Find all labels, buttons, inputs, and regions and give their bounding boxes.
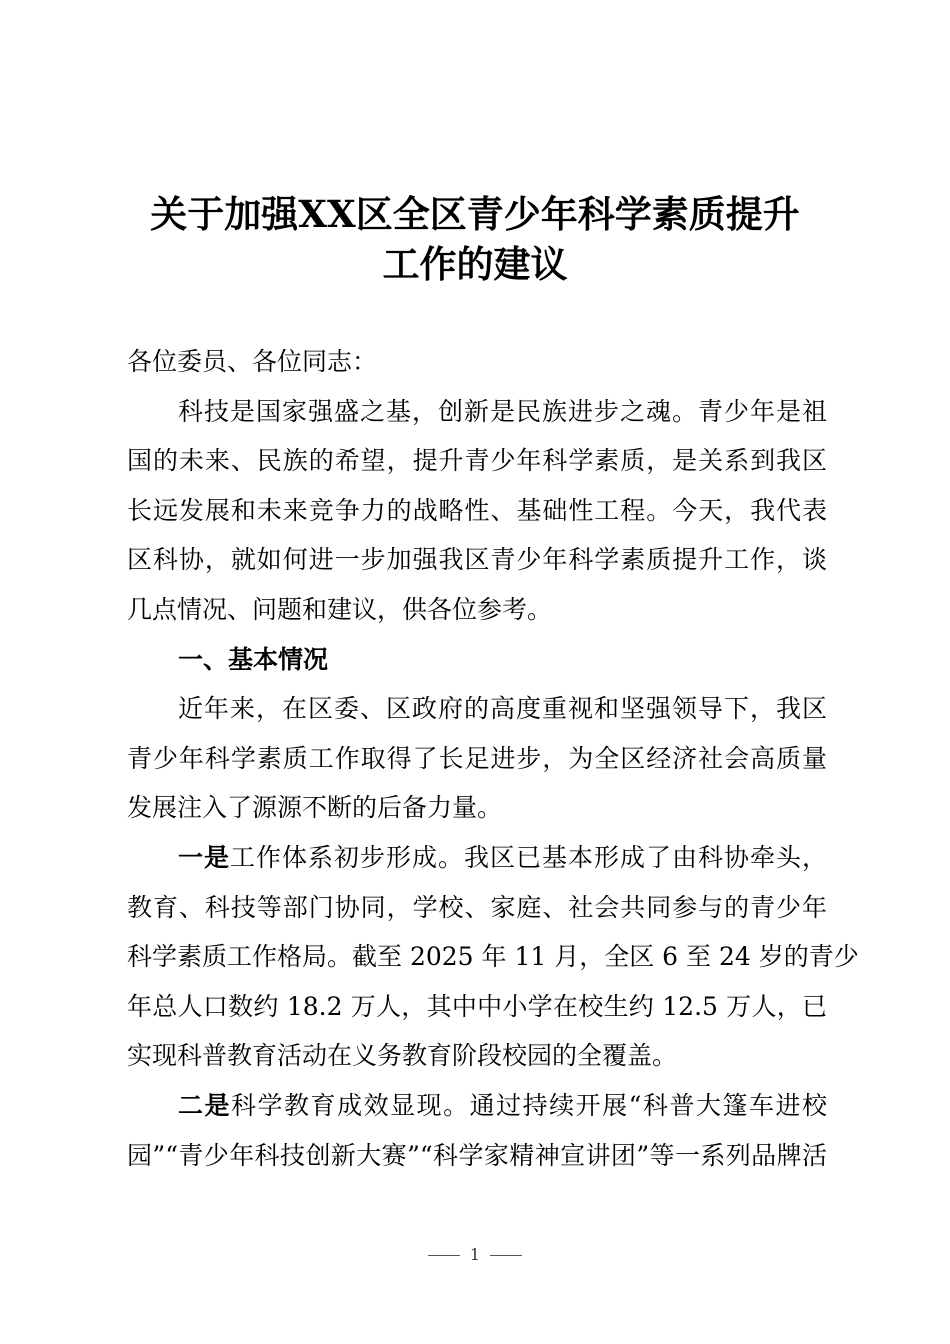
page-number: 1: [469, 1245, 481, 1264]
point-2-first-line: [127, 1081, 827, 1131]
point-1-lead: 一是: [178, 842, 230, 872]
page-footer: [0, 1244, 950, 1266]
point-1-line: 实现科普教育活动在义务教育阶段校园的全覆盖。: [127, 1041, 678, 1071]
point-2-lead: 二是: [178, 1090, 232, 1120]
section-line: 发展注入了源源不断的后备力量。: [127, 793, 503, 823]
document-body: [127, 337, 859, 1180]
intro-line: 科技是国家强盛之基，创新是民族进步之魂。青少年是祖: [178, 396, 827, 426]
section-line: 近年来，在区委、区政府的高度重视和坚强领导下，我区: [178, 694, 827, 724]
intro-line: 长远发展和未来竞争力的战略性、基础性工程。今天，我代表: [127, 495, 827, 525]
intro-line: 几点情况、问题和建议，供各位参考。: [127, 594, 553, 624]
point-1-line: 教育、科技等部门协同，学校、家庭、社会共同参与的青少年: [127, 892, 827, 922]
point-2-line: 园”“青少年科技创新大赛”“科学家精神宣讲团”等一系列品牌活: [127, 1140, 827, 1170]
intro-line: 国的未来、民族的希望，提升青少年科学素质，是关系到我区: [127, 446, 827, 476]
point-2-text: 科学教育成效显现。通过持续开展“科普大篷车进校: [231, 1090, 827, 1120]
section-heading: 一、基本情况: [178, 644, 329, 674]
section-line: 青少年科学素质工作取得了长足进步，为全区经济社会高质量: [127, 743, 827, 773]
point-1-first-line: [127, 833, 827, 883]
salutation: 各位委员、各位同志：: [127, 347, 378, 376]
point-1-text: 工作体系初步形成。我区已基本形成了由科协牵头，: [230, 842, 827, 872]
intro-line: 区科协，就如何进一步加强我区青少年科学素质提升工作，谈: [127, 545, 827, 575]
footer-dash-left: [428, 1255, 460, 1256]
point-1-line: 年总人口数约 18.2 万人，其中中小学在校生约 12.5 万人，已: [127, 991, 827, 1021]
footer-dash-right: [490, 1255, 522, 1256]
document-title-line-2: 工作的建议: [382, 242, 568, 286]
point-1-line: 科学素质工作格局。截至 2025 年 11 月，全区 6 至 24 岁的青少: [127, 942, 859, 972]
document-title-line-1: 关于加强XX区全区青少年科学素质提升: [150, 192, 800, 236]
